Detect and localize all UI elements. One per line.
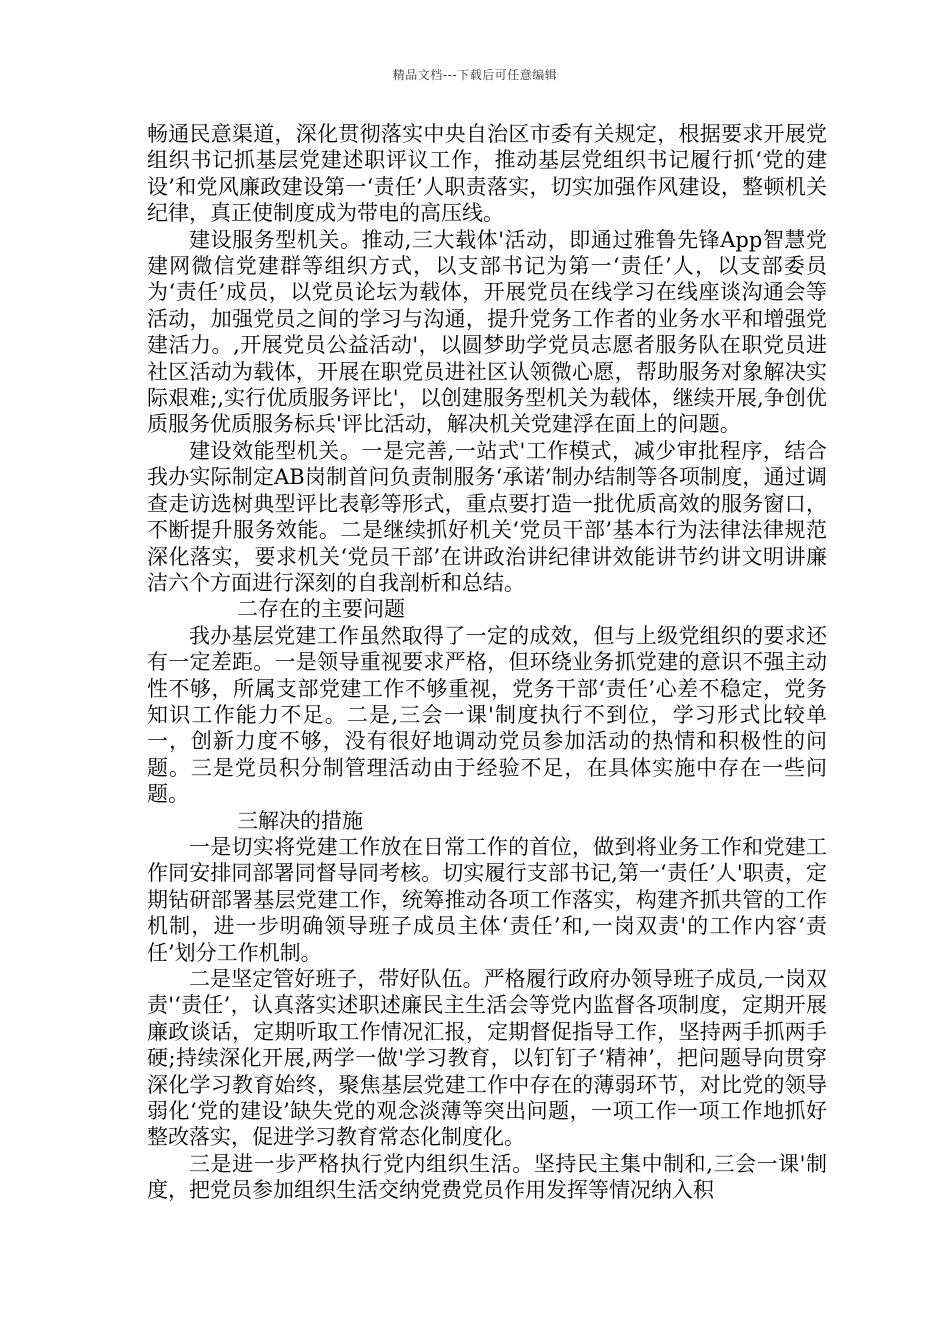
section-heading-problems: 二存在的主要问题 [237,597,405,622]
paragraph-measure-three: 三是进一步严格执行党内组织生活。坚持民主集中制和,三会一课'制度，把党员参加组织生活交纳党费党员作用发挥等情况纳入积 [147,1151,827,1203]
paragraph-efficiency-organ: 建设效能型机关。一是完善,一站式'工作模式，减少审批程序，结合我办实际制定AB岗制首问负责制服务‘承诺’制办结制等各项制度，通过调查走访选树典型评比表彰等形式，重点要打造一批优质高效的服务窗口，不断提升服务效能。二是继续抓好机关‘党员干部’基本行为法律法律规范深化落实，要求机关‘党员干部’在讲政治讲纪律讲效能讲节约讲文明讲廉洁六个方面进行深刻的自我剖析和总结。 [147,438,827,595]
paragraph-problems: 我办基层党建工作虽然取得了一定的成效，但与上级党组织的要求还有一定差距。一是领导重视要求严格，但环绕业务抓党建的意识不强主动性不够，所属支部党建工作不够重视，党务干部‘责任’心差不稳定，党务知识工作能力不足。二是,三会一课'制度执行不到位，学习形式比较单一，创新力度不够，没有很好地调动党员参加活动的热情和积极性的问题。三是党员积分制管理活动由于经验不足，在具体实施中存在一些问题。 [147,623,827,807]
paragraph-measure-two: 二是坚定管好班子，带好队伍。严格履行政府办领导班子成员,一岗双责'‘责任’，认真落实述职述廉民主生活会等党内监督各项制度，定期开展廉政谈话，定期听取工作情况汇报，定期督促指导工作，坚持两手抓两手硬;持续深化开展,两学一做'学习教育，以钉钉子‘精神’，把问题导向贯穿深化学习教育始终，聚焦基层党建工作中存在的薄弱环节，对比党的领导弱化‘党的建设’缺失党的观念淡薄等突出问题，一项工作一项工作地抓好整改落实，促进学习教育常态化制度化。 [147,967,827,1150]
paragraph-continuation: 畅通民意渠道，深化贯彻落实中央自治区市委有关规定，根据要求开展党组织书记抓基层党建述职评议工作，推动基层党组织书记履行抓‘党的建设’和党风廉政建设第一‘责任’人职责落实，切实加强作风建设，整顿机关纪律，真正使制度成为带电的高压线。 [147,122,827,226]
paragraph-service-organ: 建设服务型机关。推动,三大载体'活动，即通过雅鲁先锋App智慧党建网微信党建群等组织方式，以支部书记为第一‘责任’人，以支部委员为‘责任’成员，以党员论坛为载体，开展党员在线学习在线座谈沟通会等活动，加强党员之间的学习与沟通，提升党务工作者的业务水平和增强党建活力。,开展党员公益活动'，以圆梦助学党员志愿者服务队在职党员进社区活动为载体，开展在职党员进社区认领微心愿，帮助服务对象解决实际艰难;,实行优质服务评比'，以创建服务型机关为载体，继续开展,争创优质服务优质服务标兵'评比活动，解决机关党建浮在面上的问题。 [147,227,827,437]
paragraph-measure-one: 一是切实将党建工作放在日常工作的首位，做到将业务工作和党建工作同安排同部署同督导同考核。切实履行支部书记,第一‘责任’人'职责，定期钻研部署基层党建工作，统筹推动各项工作落实，构建齐抓共管的工作机制，进一步明确领导班子成员主体‘责任’和,一岗双责'的工作内容‘责任’划分工作机制。 [147,834,827,965]
section-heading-measures: 三解决的措施 [237,808,363,833]
page-header: 精品文档---下载后可任意编辑 [392,68,558,82]
document-body [147,121,827,1204]
